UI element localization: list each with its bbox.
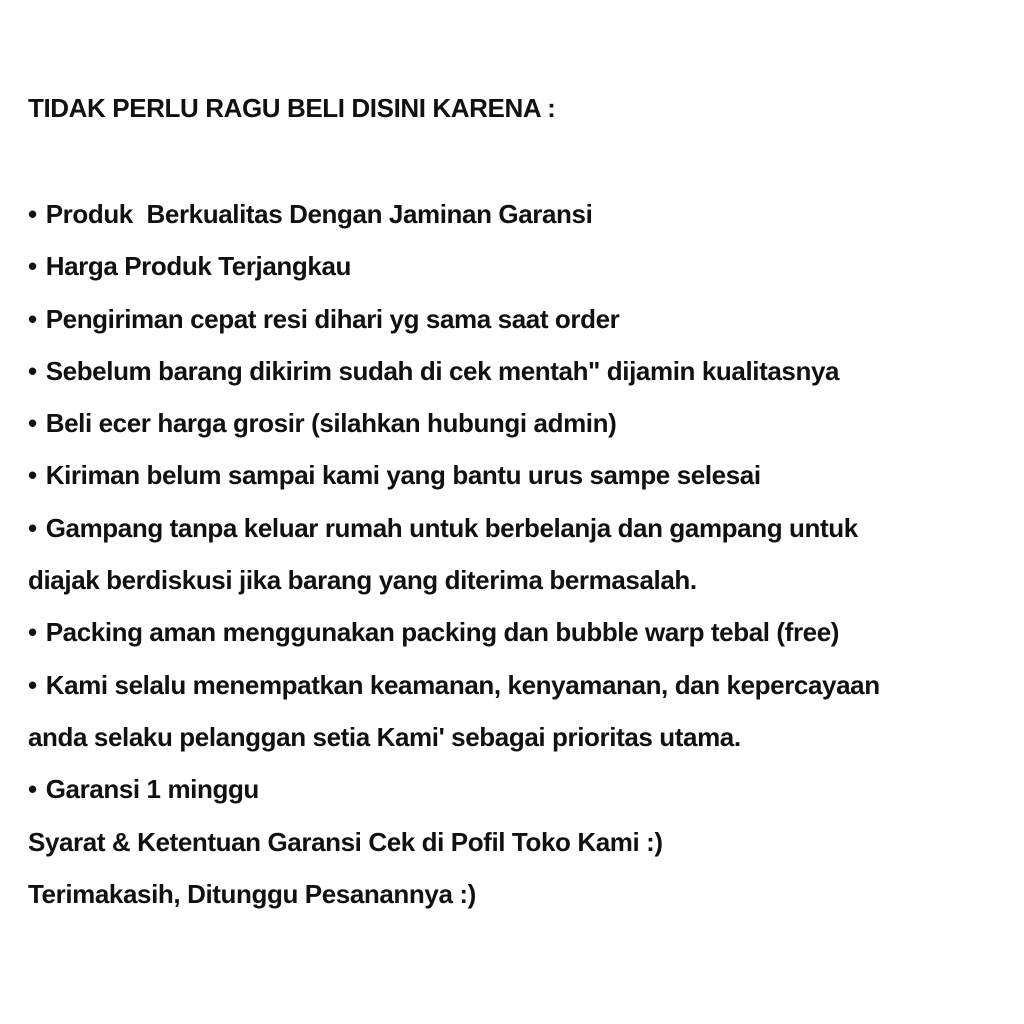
line-text: Kiriman belum sampai kami yang bantu urus sampe selesai (45, 460, 761, 491)
content-lines (28, 188, 984, 920)
line-text: Harga Produk Terjangkau (45, 251, 351, 282)
line-text: Syarat & Ketentuan Garansi Cek di Pofil Toko Kami :) (28, 826, 663, 857)
bullet-marker: • (28, 512, 37, 543)
text-line (28, 502, 984, 554)
text-line (28, 763, 984, 815)
page-title: TIDAK PERLU RAGU BELI DISINI KARENA : (28, 93, 556, 123)
line-text: Kami selalu menempatkan keamanan, kenyamanan, dan kepercayaan (45, 669, 880, 700)
line-text: anda selaku pelanggan setia Kami' sebagai prioritas utama. (28, 721, 741, 752)
bullet-marker: • (28, 251, 37, 282)
text-line (28, 554, 984, 606)
line-text: Beli ecer harga grosir (silahkan hubungi admin) (45, 408, 617, 439)
text-line (28, 449, 984, 501)
bullet-marker: • (28, 774, 37, 805)
bullet-marker: • (28, 408, 37, 439)
line-text: Garansi 1 minggu (45, 774, 259, 805)
text-line (28, 659, 984, 711)
line-text: Produk Berkualitas Dengan Jaminan Garansi (45, 199, 593, 229)
bullet-marker: • (28, 355, 37, 386)
bullet-marker: • (28, 199, 37, 229)
text-line (28, 188, 984, 240)
line-text: Sebelum barang dikirim sudah di cek mentah" dijamin kualitasnya (45, 355, 840, 386)
line-text: Pengiriman cepat resi dihari yg sama saat order (45, 303, 620, 334)
line-text: Gampang tanpa keluar rumah untuk berbelanja dan gampang untuk (45, 512, 858, 543)
text-line (28, 397, 984, 449)
bullet-marker: • (28, 303, 37, 334)
text-line (28, 868, 984, 920)
text-line (28, 345, 984, 397)
text-line (28, 240, 984, 292)
bullet-marker: • (28, 669, 37, 700)
line-text: diajak berdiskusi jika barang yang diterima bermasalah. (28, 565, 697, 596)
line-text: Packing aman menggunakan packing dan bubble warp tebal (free) (45, 617, 840, 648)
text-line (28, 816, 984, 868)
text-line (28, 606, 984, 658)
text-line (28, 293, 984, 345)
line-text: Terimakasih, Ditunggu Pesanannya :) (28, 878, 476, 909)
text-line (28, 711, 984, 763)
bullet-marker: • (28, 617, 37, 648)
bullet-marker: • (28, 460, 37, 491)
